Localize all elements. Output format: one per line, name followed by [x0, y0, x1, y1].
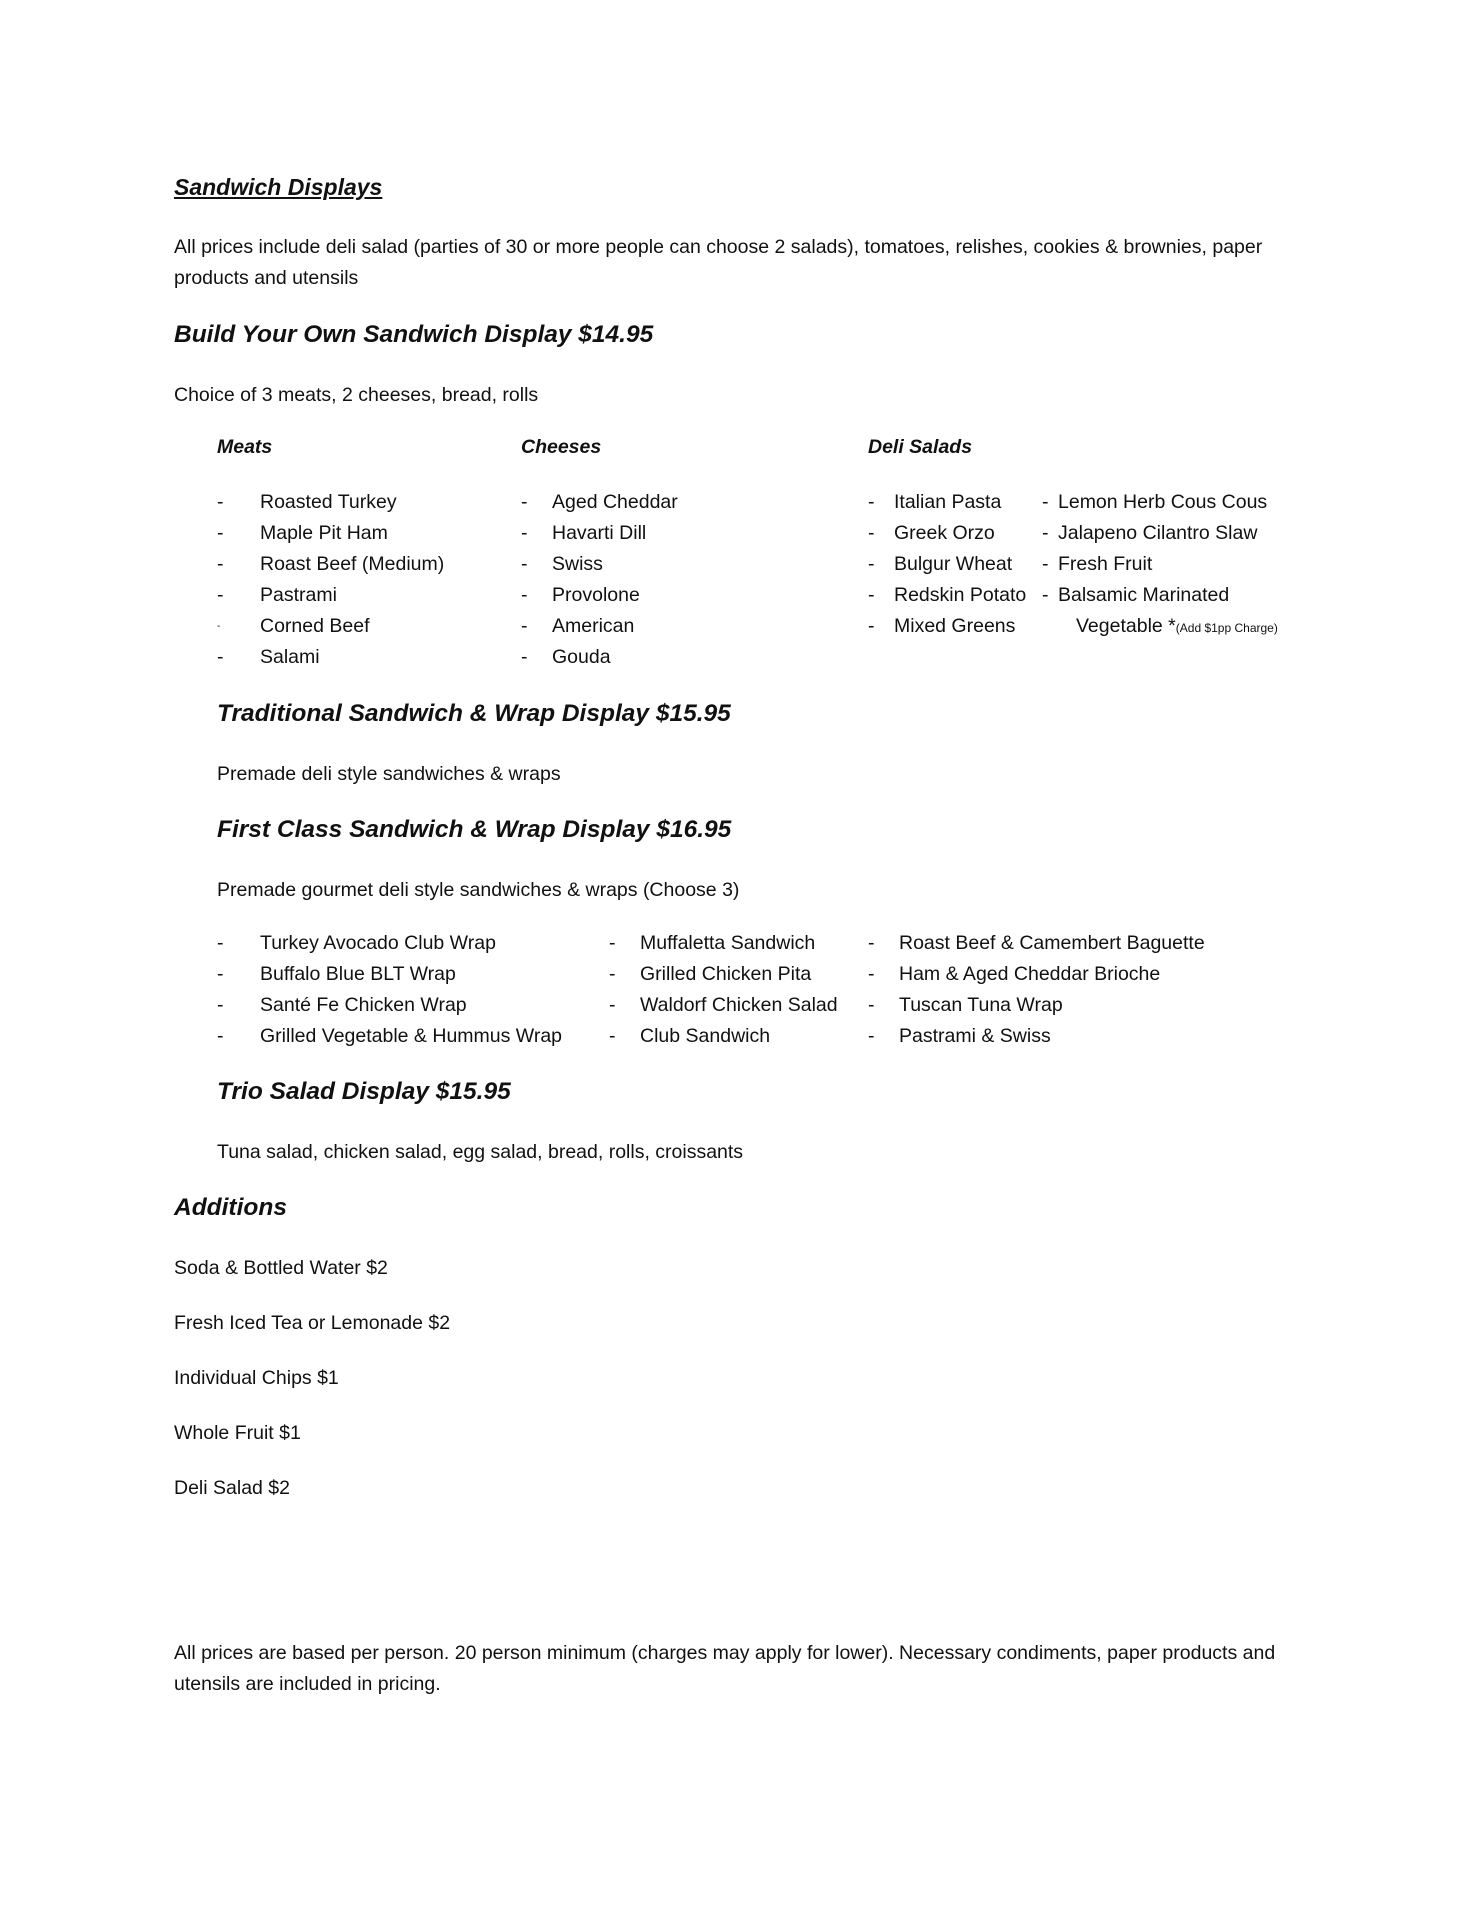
- list-item: - Redskin Potato: [868, 584, 1027, 606]
- addition-item: Individual Chips $1: [174, 1367, 339, 1389]
- list-item: - Roasted Turkey: [217, 491, 397, 513]
- list-item: - Turkey Avocado Club Wrap: [217, 932, 496, 954]
- list-item: - Salami: [217, 646, 320, 668]
- list-item: - Roast Beef & Camembert Baguette: [868, 932, 1205, 954]
- traditional-title: Traditional Sandwich & Wrap Display $15.95: [217, 700, 731, 727]
- footer-line-2: utensils are included in pricing.: [174, 1673, 441, 1695]
- cheeses-list: [521, 487, 678, 673]
- list-item: - Swiss: [521, 553, 603, 575]
- list-item: - Italian Pasta: [868, 491, 1002, 513]
- intro-paragraph: [174, 232, 1262, 294]
- list-item: - Maple Pit Ham: [217, 522, 388, 544]
- build-your-own-title: Build Your Own Sandwich Display $14.95: [174, 321, 654, 348]
- list-item: - Roast Beef (Medium): [217, 553, 445, 575]
- first-class-list-2: [609, 928, 838, 1052]
- deli-salads-list-2: [1042, 487, 1278, 642]
- deli-salads-heading: Deli Salads: [868, 436, 973, 458]
- list-item: - Fresh Fruit: [1042, 553, 1153, 575]
- traditional-desc: Premade deli style sandwiches & wraps: [217, 763, 561, 785]
- list-item: - Santé Fe Chicken Wrap: [217, 994, 467, 1016]
- addition-item: Deli Salad $2: [174, 1477, 290, 1499]
- footer-note: [174, 1638, 1275, 1700]
- footer-line-1: All prices are based per person. 20 person minimum (charges may apply for lower). Necessary condiments, paper products and: [174, 1642, 1276, 1664]
- list-item: Vegetable *(Add $1pp Charge): [1076, 615, 1278, 637]
- list-item: - Tuscan Tuna Wrap: [868, 994, 1063, 1016]
- list-item: - Lemon Herb Cous Cous: [1042, 491, 1268, 513]
- list-item: - Pastrami: [217, 584, 337, 606]
- page-title: Sandwich Displays: [174, 174, 383, 200]
- meats-list: [217, 487, 444, 673]
- list-item: - Waldorf Chicken Salad: [609, 994, 838, 1016]
- meats-heading: Meats: [217, 436, 273, 458]
- list-item: - Ham & Aged Cheddar Brioche: [868, 963, 1161, 985]
- list-item: - Jalapeno Cilantro Slaw: [1042, 522, 1258, 544]
- build-your-own-desc: Choice of 3 meats, 2 cheeses, bread, rolls: [174, 384, 539, 406]
- trio-title: Trio Salad Display $15.95: [217, 1078, 511, 1105]
- list-item: - Greek Orzo: [868, 522, 995, 544]
- list-item: - Club Sandwich: [609, 1025, 771, 1047]
- list-item: - Pastrami & Swiss: [868, 1025, 1051, 1047]
- list-item: - Buffalo Blue BLT Wrap: [217, 963, 456, 985]
- list-item: - Aged Cheddar: [521, 491, 678, 513]
- list-item: - Mixed Greens: [868, 615, 1016, 637]
- list-item: - Corned Beef: [217, 615, 370, 637]
- list-item: - Provolone: [521, 584, 640, 606]
- addition-item: Fresh Iced Tea or Lemonade $2: [174, 1312, 451, 1334]
- list-item: - Grilled Vegetable & Hummus Wrap: [217, 1025, 563, 1047]
- first-class-list-3: [868, 928, 1205, 1052]
- intro-line-1: All prices include deli salad (parties of 30 or more people can choose 2 salads), tomatoes, relishes, cookies & brownies, paper: [174, 236, 1263, 258]
- trio-desc: Tuna salad, chicken salad, egg salad, bread, rolls, croissants: [217, 1141, 744, 1163]
- list-item: - Grilled Chicken Pita: [609, 963, 812, 985]
- first-class-desc: Premade gourmet deli style sandwiches & wraps (Choose 3): [217, 879, 740, 901]
- list-item: - American: [521, 615, 635, 637]
- list-item: - Gouda: [521, 646, 611, 668]
- list-item: - Havarti Dill: [521, 522, 647, 544]
- first-class-title: First Class Sandwich & Wrap Display $16.95: [217, 816, 732, 843]
- cheeses-heading: Cheeses: [521, 436, 602, 458]
- charge-note: (Add $1pp Charge): [1175, 621, 1278, 635]
- intro-line-2: products and utensils: [174, 267, 359, 289]
- additions-title: Additions: [174, 1194, 287, 1221]
- list-item: - Balsamic Marinated: [1042, 584, 1230, 606]
- addition-item: Soda & Bottled Water $2: [174, 1257, 388, 1279]
- list-item: - Bulgur Wheat: [868, 553, 1013, 575]
- addition-item: Whole Fruit $1: [174, 1422, 301, 1444]
- first-class-list-1: [217, 928, 562, 1052]
- list-item: - Muffaletta Sandwich: [609, 932, 816, 954]
- deli-salads-list-1: [868, 487, 1026, 642]
